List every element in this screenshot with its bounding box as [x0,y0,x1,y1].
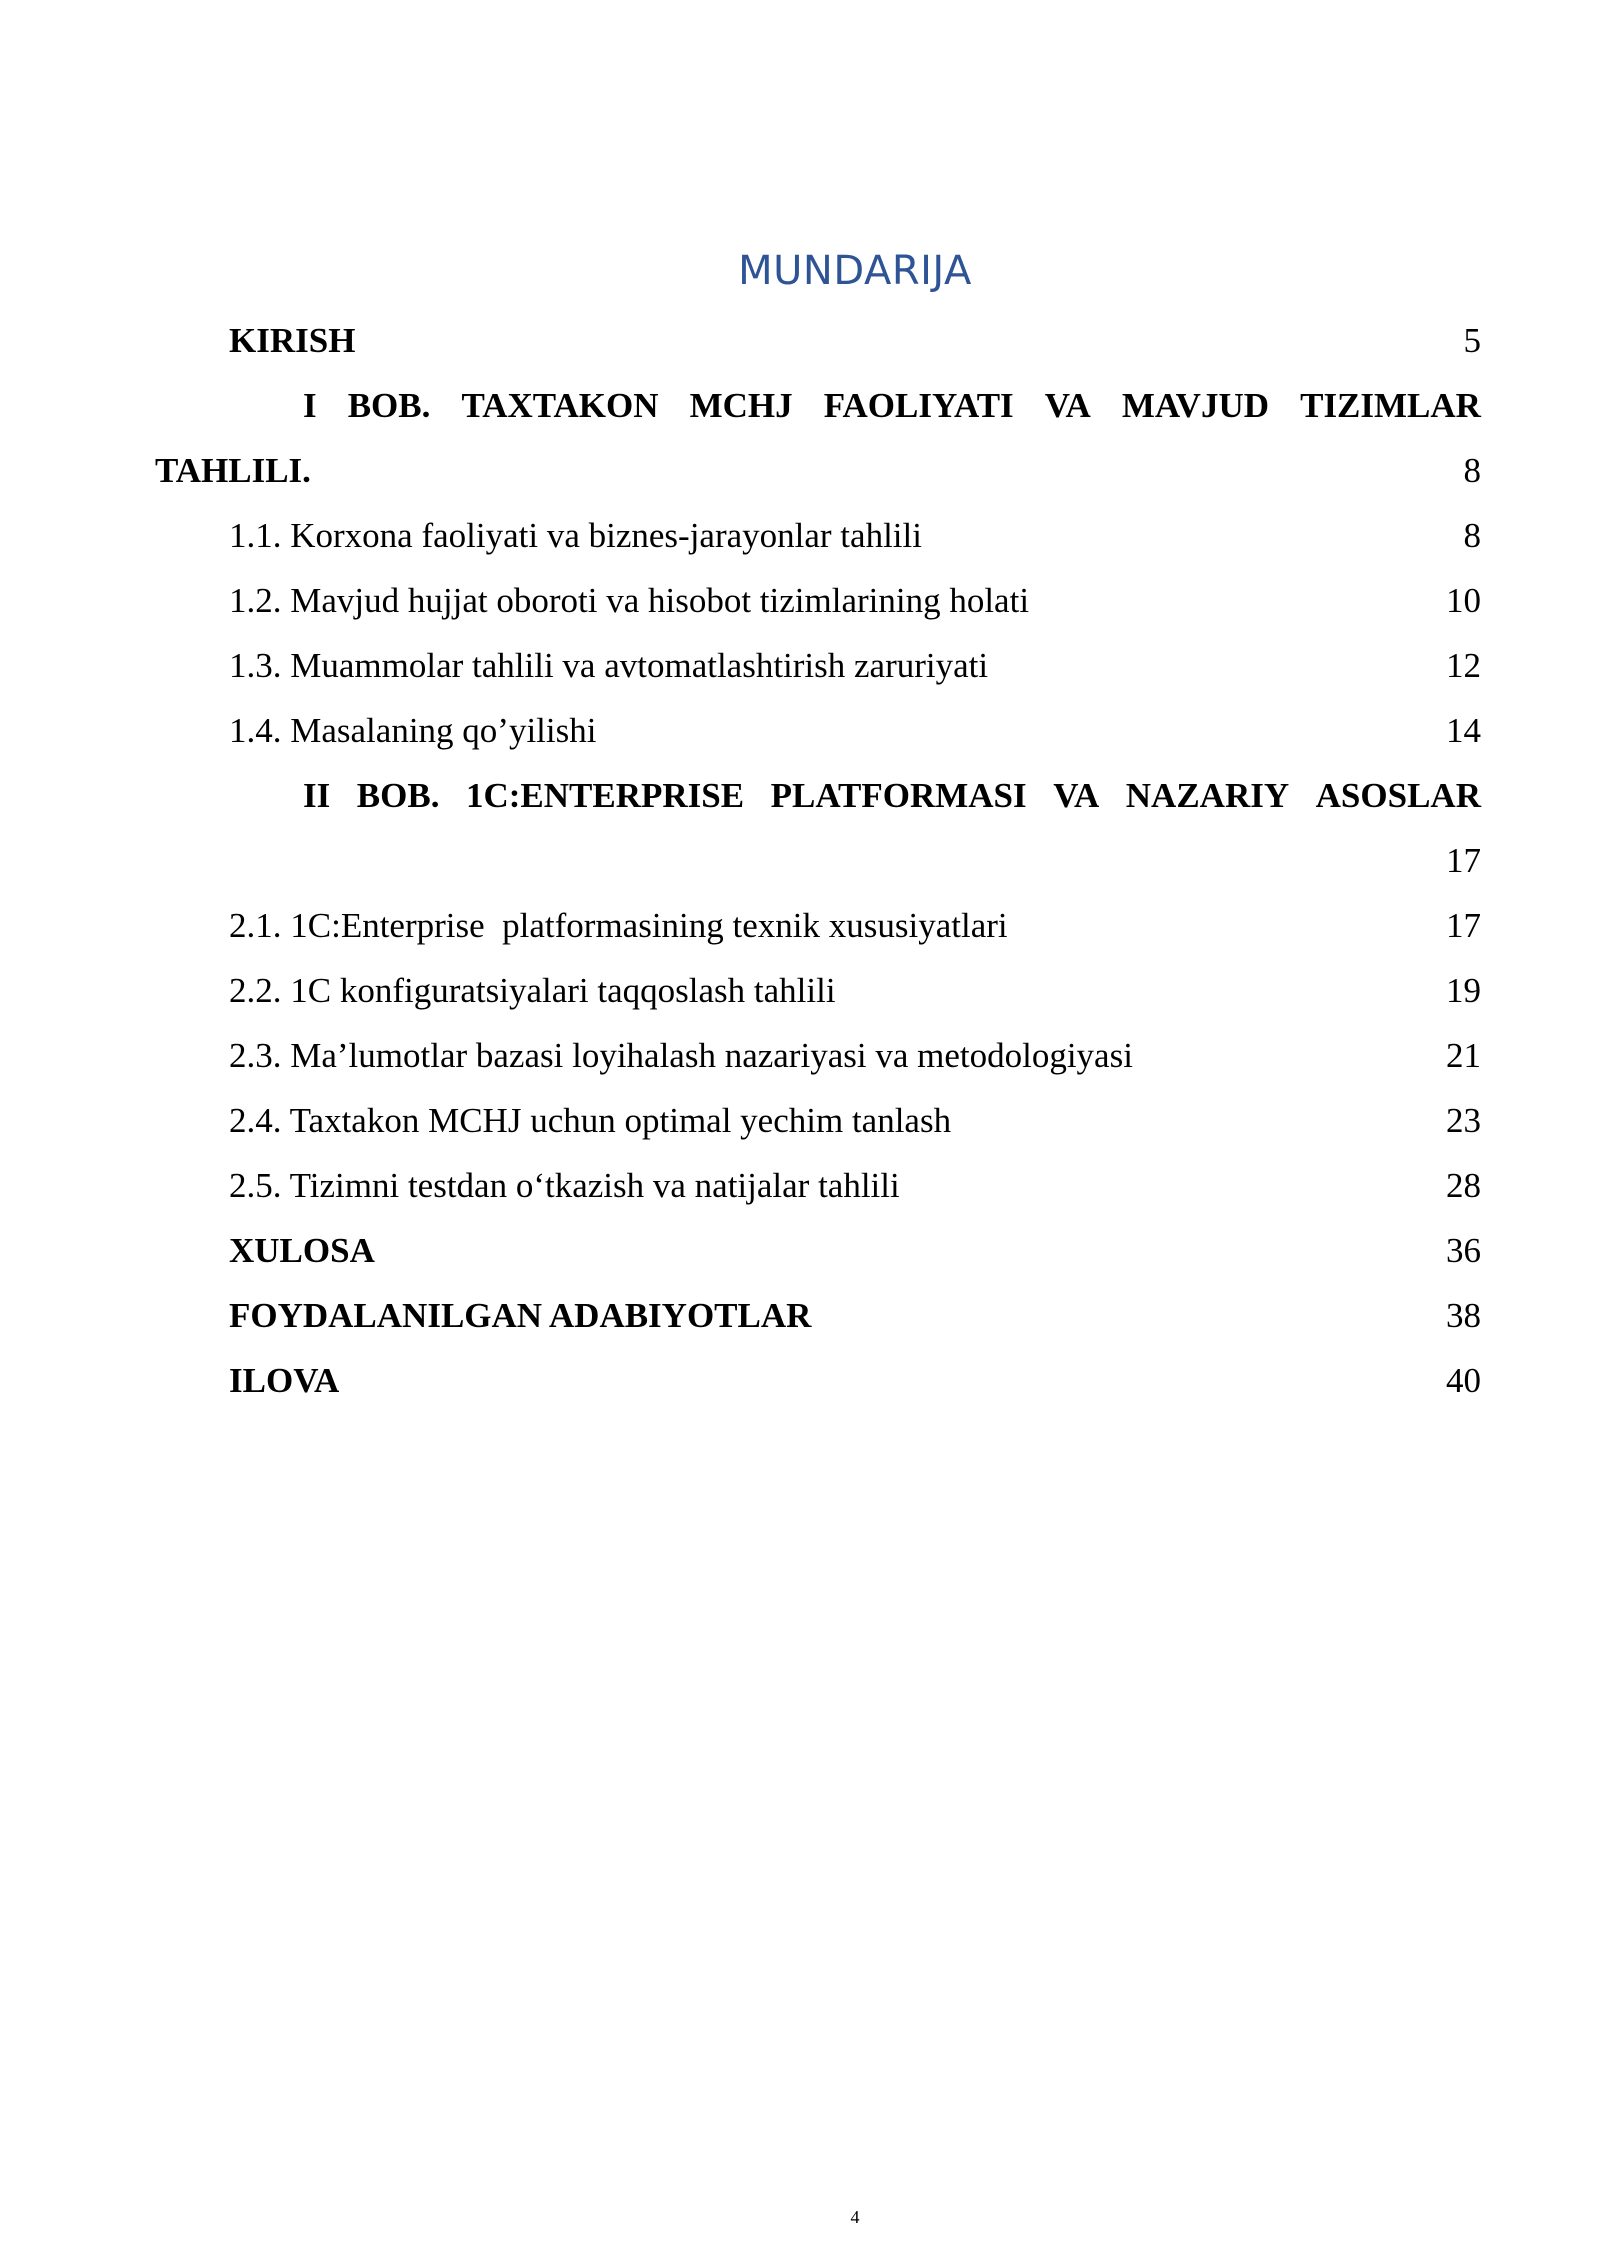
toc-entry-2-3[interactable] [229,1023,1481,1088]
toc-word: ASOSLAR [1315,776,1481,815]
toc-entry-page: 38 [1446,1296,1481,1335]
toc-entry-1-3[interactable] [229,633,1481,698]
toc-word: 1C:ENTERPRISE [465,776,745,815]
toc-entry-label: XULOSA [229,1231,375,1270]
toc-word: II [303,776,331,815]
toc-entry-label: KIRISH [229,321,356,360]
toc-entry-xulosa[interactable] [229,1218,1481,1283]
toc-entry-page: 8 [1463,451,1481,490]
toc-entry-page: 36 [1446,1231,1481,1270]
toc-title: MUNDARIJA [738,248,972,294]
toc-word: FAOLIYATI [823,386,1014,425]
toc-entry-2-5[interactable] [229,1153,1481,1218]
toc-entry-page: 5 [1463,321,1481,360]
toc-entry-2-1[interactable] [229,893,1481,958]
toc-entry-label: 2.2. 1C konfiguratsiyalari taqqoslash tahlili [229,971,836,1010]
toc-entry-page: 14 [1446,711,1481,750]
toc-entry-page: 12 [1446,646,1481,685]
toc-entry-page: 28 [1446,1166,1481,1205]
toc-entry-label: ILOVA [229,1361,340,1400]
toc-entry-page: 23 [1446,1101,1481,1140]
toc-entry-label: 1.2. Mavjud hujjat oboroti va hisobot tizimlarining holati [229,581,1030,620]
toc-entry-chapter-2-line-2[interactable] [155,828,1481,893]
toc-entry-1-2[interactable] [229,568,1481,633]
toc-word: VA [1053,776,1100,815]
table-of-contents [155,308,1481,1413]
toc-word: I [303,386,317,425]
toc-entry-page: 17 [1446,906,1481,945]
toc-word: NAZARIY [1125,776,1290,815]
toc-word: TIZIMLAR [1300,386,1481,425]
toc-entry-page: 40 [1446,1361,1481,1400]
toc-entry-label: 2.1. 1C:Enterprise platformasining texnik xususiyatlari [229,906,1008,945]
toc-word: TAXTAKON [461,386,659,425]
toc-entry-page: 19 [1446,971,1481,1010]
toc-entry-label: 1.3. Muammolar tahlili va avtomatlashtirish zaruriyati [229,646,989,685]
toc-entry-chapter-1-line-2[interactable] [155,438,1481,503]
toc-entry-kirish[interactable] [229,308,1481,373]
toc-entry-label: 2.4. Taxtakon MCHJ uchun optimal yechim tanlash [229,1101,952,1140]
toc-entry-adabiyotlar[interactable] [229,1283,1481,1348]
toc-entry-page: 8 [1463,516,1481,555]
toc-entry-label: 1.1. Korxona faoliyati va biznes-jarayonlar tahlili [229,516,922,555]
toc-entry-chapter-2-line-1[interactable] [229,763,1481,828]
toc-entry-page: 17 [1446,841,1481,880]
page-number: 4 [850,2207,860,2227]
toc-entry-label: 2.5. Tizimni testdan o‘tkazish va natijalar tahlili [229,1166,900,1205]
toc-word: PLATFORMASI [770,776,1027,815]
toc-entry-label: 1.4. Masalaning qo’yilishi [229,711,597,750]
toc-entry-page: 10 [1446,581,1481,620]
toc-word: MCHJ [689,386,793,425]
toc-entry-label: TAHLILI. [155,451,311,490]
toc-word: VA [1044,386,1091,425]
toc-entry-1-1[interactable] [229,503,1481,568]
toc-entry-label: 2.3. Ma’lumotlar bazasi loyihalash nazariyasi va metodologiyasi [229,1036,1133,1075]
toc-word: BOB. [347,386,431,425]
toc-entry-2-2[interactable] [229,958,1481,1023]
toc-word: MAVJUD [1121,386,1270,425]
toc-entry-label: FOYDALANILGAN ADABIYOTLAR [229,1296,812,1335]
toc-entry-1-4[interactable] [229,698,1481,763]
toc-entry-2-4[interactable] [229,1088,1481,1153]
toc-entry-page: 21 [1446,1036,1481,1075]
toc-entry-chapter-1-line-1[interactable] [229,373,1481,438]
toc-entry-ilova[interactable] [229,1348,1481,1413]
toc-word: BOB. [356,776,440,815]
